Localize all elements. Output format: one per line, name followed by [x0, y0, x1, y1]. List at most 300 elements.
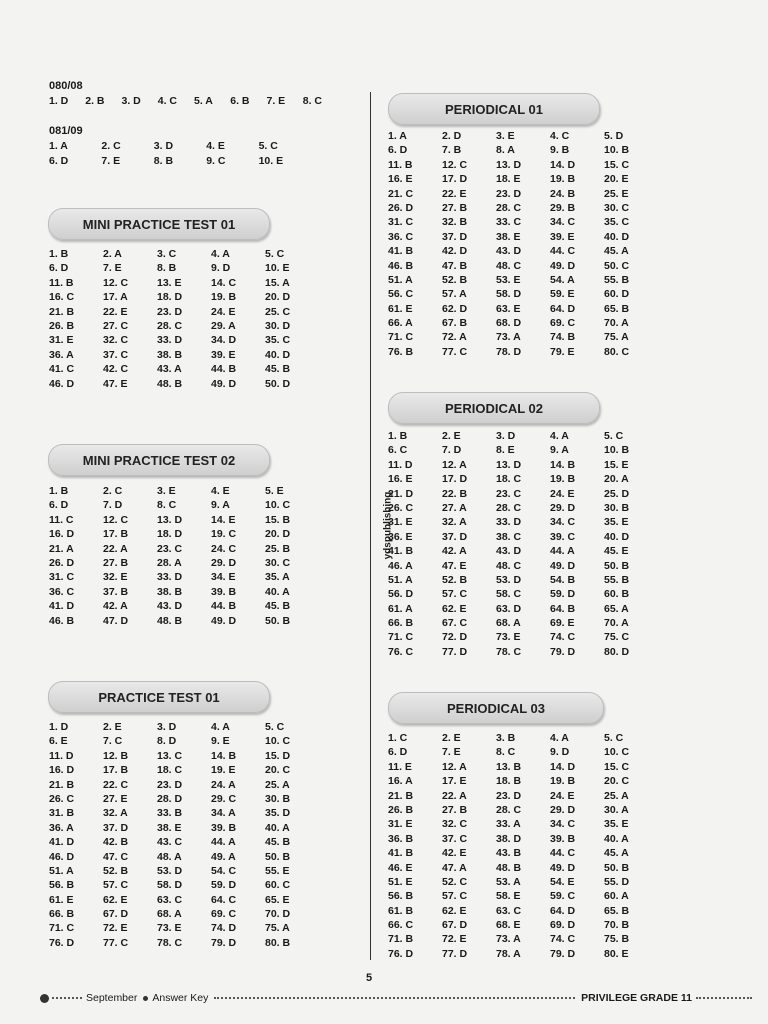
answer-cell: 13. C — [157, 749, 183, 762]
answer-cell: 17. B — [103, 764, 129, 777]
answer-cell: 46. A — [388, 559, 413, 572]
answer-cell: 14. E — [211, 513, 236, 526]
answer-grid — [49, 95, 339, 107]
answer-cell: 10. E — [258, 155, 284, 167]
mini-practice-test-01-answers — [49, 248, 319, 390]
answer-cell: 68. A — [496, 617, 521, 630]
answer-cell: 14. B — [211, 749, 237, 762]
answer-cell: 2. E — [442, 430, 461, 442]
answer-cell: 45. A — [604, 847, 629, 860]
answer-cell: 2. B — [85, 95, 105, 107]
answer-cell: 33. C — [496, 216, 522, 229]
answer-cell: 22. E — [442, 187, 467, 200]
section-title: 081/09 — [49, 125, 83, 137]
answer-cell: 61. B — [388, 904, 414, 917]
answer-cell: 31. B — [49, 807, 75, 820]
answer-cell: 40. D — [265, 348, 291, 361]
answer-cell: 75. C — [604, 631, 630, 644]
answer-cell: 2. C — [103, 485, 123, 497]
answer-cell: 6. D — [49, 499, 69, 512]
answer-cell: 9. C — [206, 155, 226, 167]
answer-cell: 53. D — [157, 864, 183, 877]
answer-cell: 18. C — [496, 473, 522, 486]
answer-cell: 3. C — [157, 248, 177, 260]
answer-cell: 35. C — [604, 216, 630, 229]
section-081-09 — [49, 125, 311, 167]
answer-cell: 12. A — [442, 760, 467, 773]
answer-cell: 44. C — [550, 847, 576, 860]
answer-cell: 40. D — [604, 230, 630, 243]
answer-cell: 44. B — [211, 600, 237, 613]
answer-cell: 32. E — [103, 571, 128, 584]
answer-cell: 19. B — [211, 291, 237, 304]
answer-cell: 21. C — [388, 187, 414, 200]
answer-cell: 67. D — [442, 919, 468, 932]
answer-cell: 11. B — [49, 276, 74, 289]
answer-cell: 66. C — [388, 919, 414, 932]
answer-cell: 78. A — [496, 947, 521, 960]
answer-cell: 12. B — [103, 749, 129, 762]
answer-cell: 39. B — [211, 821, 237, 834]
answer-cell: 9. B — [550, 144, 570, 157]
answer-cell: 13. B — [496, 760, 522, 773]
footer — [40, 990, 752, 1006]
answer-cell: 25. B — [265, 542, 291, 555]
answer-cell: 12. A — [442, 458, 467, 471]
answer-cell: 18. D — [157, 291, 183, 304]
answer-cell: 23. C — [496, 487, 522, 500]
answer-cell: 18. E — [496, 173, 521, 186]
answer-cell: 38. C — [496, 530, 522, 543]
answer-cell: 77. D — [442, 645, 468, 658]
answer-cell: 1. A — [49, 140, 68, 152]
answer-cell: 65. B — [604, 904, 630, 917]
answer-cell: 50. B — [604, 559, 630, 572]
answer-cell: 15. C — [604, 760, 630, 773]
answer-cell: 51. A — [388, 273, 413, 286]
answer-cell: 3. B — [496, 732, 516, 744]
answer-cell: 7. C — [103, 735, 123, 748]
answer-cell: 66. B — [388, 617, 414, 630]
answer-cell: 68. D — [496, 317, 522, 330]
periodical-01-banner — [388, 93, 600, 125]
answer-cell: 69. C — [211, 908, 237, 921]
answer-cell: 45. A — [604, 245, 629, 258]
periodical-03-answers — [388, 732, 658, 960]
answer-cell: 34. C — [550, 516, 576, 529]
answer-cell: 10. B — [604, 144, 630, 157]
answer-cell: 46. B — [388, 259, 414, 272]
answer-cell: 43. C — [157, 836, 183, 849]
section-title: 080/08 — [49, 80, 83, 92]
answer-cell: 12. C — [103, 276, 129, 289]
answer-cell: 71. C — [49, 922, 75, 935]
answer-cell: 42. A — [103, 600, 128, 613]
answer-cell: 12. C — [442, 158, 468, 171]
answer-cell: 8. E — [496, 444, 515, 457]
answer-cell: 4. A — [550, 732, 569, 744]
answer-cell: 16. D — [49, 528, 75, 541]
answer-cell: 17. D — [442, 473, 468, 486]
answer-cell: 26. B — [49, 319, 75, 332]
answer-grid — [388, 430, 658, 658]
answer-cell: 66. A — [388, 317, 413, 330]
answer-cell: 37. D — [442, 530, 468, 543]
answer-cell: 34. D — [211, 334, 237, 347]
answer-cell: 39. B — [211, 585, 237, 598]
answer-cell: 4. A — [211, 248, 230, 260]
answer-cell: 24. B — [550, 187, 576, 200]
answer-cell: 45. B — [265, 836, 291, 849]
answer-cell: 44. A — [550, 545, 575, 558]
answer-cell: 52. B — [442, 573, 468, 586]
answer-cell: 29. A — [211, 319, 236, 332]
answer-cell: 24. A — [211, 778, 236, 791]
answer-cell: 20. E — [604, 173, 629, 186]
answer-cell: 1. D — [49, 721, 69, 733]
answer-cell: 58. D — [496, 288, 522, 301]
answer-cell: 42. C — [103, 363, 129, 376]
answer-cell: 37. C — [442, 832, 468, 845]
answer-cell: 51. A — [49, 864, 74, 877]
answer-cell: 32. A — [442, 516, 467, 529]
answer-cell: 80. B — [265, 936, 291, 949]
answer-grid — [49, 140, 311, 167]
answer-cell: 5. C — [265, 248, 285, 260]
answer-cell: 72. E — [442, 933, 467, 946]
answer-cell: 69. C — [550, 317, 576, 330]
answer-cell: 24. E — [550, 789, 575, 802]
answer-cell: 7. E — [266, 95, 286, 107]
answer-cell: 5. C — [265, 721, 285, 733]
answer-cell: 31. E — [49, 334, 74, 347]
answer-cell: 46. B — [49, 614, 75, 627]
answer-cell: 65. A — [604, 602, 629, 615]
answer-cell: 44. C — [550, 245, 576, 258]
periodical-02-banner — [388, 392, 600, 424]
answer-cell: 48. A — [157, 850, 182, 863]
answer-cell: 76. C — [388, 645, 414, 658]
answer-cell: 67. B — [442, 317, 468, 330]
answer-cell: 8. C — [496, 746, 516, 759]
answer-cell: 10. C — [604, 746, 630, 759]
answer-cell: 30. C — [265, 556, 291, 569]
banner-title: PERIODICAL 01 — [444, 101, 543, 117]
answer-cell: 6. C — [388, 444, 408, 457]
answer-cell: 76. D — [388, 947, 414, 960]
answer-cell: 66. B — [49, 908, 75, 921]
answer-cell: 5. E — [265, 485, 284, 497]
answer-cell: 61. E — [49, 893, 74, 906]
answer-cell: 5. C — [604, 430, 624, 442]
answer-cell: 70. B — [604, 919, 630, 932]
answer-cell: 13. D — [157, 513, 183, 526]
answer-cell: 48. B — [157, 614, 183, 627]
answer-cell: 50. B — [265, 614, 291, 627]
answer-cell: 4. C — [157, 95, 178, 107]
answer-cell: 11. E — [388, 760, 412, 773]
answer-cell: 1. D — [49, 95, 69, 107]
answer-cell: 35. A — [265, 571, 290, 584]
answer-cell: 5. D — [604, 130, 624, 142]
answer-cell: 39. C — [550, 530, 576, 543]
answer-cell: 7. D — [442, 444, 462, 457]
answer-cell: 8. B — [153, 155, 174, 167]
answer-cell: 67. D — [103, 908, 129, 921]
answer-cell: 72. E — [103, 922, 128, 935]
answer-cell: 80. C — [604, 345, 630, 358]
answer-cell: 8. D — [157, 735, 177, 748]
answer-cell: 22. A — [103, 542, 128, 555]
answer-cell: 58. D — [157, 879, 183, 892]
answer-cell: 7. E — [101, 155, 121, 167]
answer-cell: 54. A — [550, 273, 575, 286]
answer-cell: 22. C — [103, 778, 129, 791]
answer-cell: 13. D — [496, 458, 522, 471]
answer-cell: 10. C — [265, 735, 291, 748]
answer-cell: 47. E — [442, 559, 467, 572]
answer-cell: 8. C — [302, 95, 323, 107]
answer-cell: 20. D — [265, 528, 291, 541]
answer-cell: 74. C — [550, 631, 576, 644]
answer-cell: 65. B — [604, 302, 630, 315]
answer-cell: 54. C — [211, 864, 237, 877]
answer-cell: 56. B — [49, 879, 75, 892]
answer-cell: 26. C — [388, 501, 414, 514]
answer-cell: 39. E — [211, 348, 236, 361]
answer-cell: 79. D — [211, 936, 237, 949]
answer-cell: 34. A — [211, 807, 236, 820]
answer-grid — [388, 732, 658, 960]
mini-practice-test-02-banner — [48, 444, 270, 476]
answer-cell: 17. E — [442, 775, 467, 788]
answer-cell: 8. A — [496, 144, 515, 157]
publisher-vertical-text: ydspublishing — [382, 491, 394, 560]
answer-cell: 28. A — [157, 556, 182, 569]
answer-cell: 73. E — [157, 922, 182, 935]
answer-cell: 2. E — [442, 732, 461, 744]
answer-cell: 61. E — [388, 302, 413, 315]
answer-cell: 50. D — [265, 377, 291, 390]
answer-cell: 11. D — [388, 458, 413, 471]
answer-cell: 54. E — [550, 875, 575, 888]
answer-cell: 56. C — [388, 288, 414, 301]
answer-cell: 64. D — [550, 302, 576, 315]
footer-month: September — [86, 992, 138, 1004]
answer-cell: 77. C — [442, 345, 468, 358]
answer-cell: 53. E — [496, 273, 521, 286]
answer-cell: 3. D — [157, 721, 177, 733]
answer-cell: 25. E — [604, 187, 629, 200]
answer-cell: 4. C — [550, 130, 570, 142]
answer-cell: 50. C — [604, 259, 630, 272]
answer-cell: 9. A — [550, 444, 569, 457]
answer-cell: 15. E — [604, 458, 629, 471]
answer-cell: 27. A — [442, 501, 467, 514]
answer-cell: 28. C — [496, 501, 522, 514]
answer-cell: 76. B — [388, 345, 414, 358]
answer-cell: 6. E — [49, 735, 68, 748]
answer-cell: 40. A — [265, 585, 290, 598]
answer-cell: 16. E — [388, 473, 413, 486]
answer-cell: 74. C — [550, 933, 576, 946]
answer-cell: 7. E — [103, 262, 122, 275]
answer-cell: 19. B — [550, 473, 576, 486]
answer-cell: 72. D — [442, 631, 468, 644]
answer-cell: 59. D — [211, 879, 237, 892]
answer-cell: 5. C — [258, 140, 278, 152]
answer-cell: 68. E — [496, 919, 521, 932]
answer-cell: 33. D — [157, 571, 183, 584]
answer-cell: 35. E — [604, 516, 629, 529]
answer-cell: 77. D — [442, 947, 468, 960]
answer-cell: 38. B — [157, 348, 183, 361]
answer-cell: 5. A — [194, 95, 213, 107]
answer-cell: 3. E — [157, 485, 176, 497]
answer-cell: 67. C — [442, 617, 468, 630]
answer-cell: 13. E — [157, 276, 182, 289]
answer-cell: 30. B — [265, 792, 291, 805]
answer-cell: 64. D — [550, 904, 576, 917]
answer-cell: 4. E — [206, 140, 225, 152]
answer-cell: 24. E — [550, 487, 575, 500]
answer-cell: 45. B — [265, 600, 291, 613]
answer-cell: 49. D — [211, 614, 237, 627]
answer-cell: 33. A — [496, 818, 521, 831]
answer-cell: 17. B — [103, 528, 129, 541]
answer-cell: 26. D — [49, 556, 75, 569]
answer-cell: 21. D — [388, 487, 414, 500]
answer-cell: 36. C — [388, 230, 414, 243]
answer-cell: 60. A — [604, 890, 629, 903]
answer-cell: 16. C — [49, 291, 75, 304]
answer-cell: 57. A — [442, 288, 467, 301]
answer-cell: 48. C — [496, 259, 522, 272]
answer-cell: 43. D — [496, 245, 522, 258]
answer-cell: 47. B — [442, 259, 468, 272]
answer-cell: 73. E — [496, 631, 521, 644]
answer-cell: 7. B — [442, 144, 462, 157]
footer-dotted-leader — [52, 997, 82, 999]
answer-cell: 71. C — [388, 331, 414, 344]
answer-cell: 6. D — [49, 155, 69, 167]
answer-cell: 32. B — [442, 216, 468, 229]
answer-cell: 8. C — [157, 499, 177, 512]
answer-cell: 29. D — [550, 803, 576, 816]
banner-title: MINI PRACTICE TEST 01 — [82, 216, 236, 232]
answer-cell: 43. D — [496, 545, 522, 558]
footer-separator-icon — [143, 996, 148, 1001]
answer-cell: 70. A — [604, 317, 629, 330]
answer-cell: 23. D — [496, 789, 522, 802]
answer-cell: 4. A — [211, 721, 230, 733]
answer-cell: 55. E — [265, 864, 290, 877]
answer-cell: 26. D — [388, 201, 414, 214]
answer-cell: 16. A — [388, 775, 413, 788]
answer-cell: 72. A — [442, 331, 467, 344]
answer-cell: 27. B — [442, 201, 468, 214]
answer-cell: 75. B — [604, 933, 630, 946]
periodical-01-answers — [388, 130, 658, 358]
answer-cell: 65. E — [265, 893, 290, 906]
page-number: 5 — [366, 972, 373, 984]
answer-cell: 1. C — [388, 732, 408, 744]
mini-practice-test-01-banner — [48, 208, 270, 240]
answer-cell: 18. B — [496, 775, 522, 788]
answer-cell: 47. D — [103, 614, 129, 627]
answer-cell: 41. B — [388, 245, 414, 258]
answer-cell: 17. A — [103, 291, 128, 304]
answer-cell: 41. D — [49, 836, 75, 849]
footer-book-title: PRIVILEGE GRADE 11 — [581, 992, 692, 1004]
answer-cell: 29. D — [211, 556, 237, 569]
answer-cell: 54. B — [550, 573, 576, 586]
answer-cell: 52. C — [442, 875, 468, 888]
answer-cell: 30. C — [604, 201, 630, 214]
answer-cell: 38. D — [496, 832, 522, 845]
answer-cell: 60. B — [604, 588, 630, 601]
answer-cell: 11. D — [49, 749, 74, 762]
answer-cell: 7. E — [442, 746, 461, 759]
answer-cell: 57. C — [442, 588, 468, 601]
answer-cell: 62. E — [103, 893, 128, 906]
answer-cell: 49. D — [550, 559, 576, 572]
answer-cell: 46. D — [49, 377, 75, 390]
answer-cell: 22. A — [442, 789, 467, 802]
answer-cell: 13. D — [496, 158, 522, 171]
answer-cell: 19. C — [211, 528, 237, 541]
answer-cell: 9. E — [211, 735, 230, 748]
answer-cell: 40. D — [604, 530, 630, 543]
answer-cell: 33. D — [496, 516, 522, 529]
answer-cell: 5. C — [604, 732, 624, 744]
answer-cell: 27. B — [103, 556, 129, 569]
answer-cell: 79. D — [550, 947, 576, 960]
answer-cell: 69. E — [550, 617, 575, 630]
answer-cell: 22. B — [442, 487, 468, 500]
answer-cell: 36. A — [49, 348, 74, 361]
answer-cell: 52. B — [442, 273, 468, 286]
answer-cell: 38. B — [157, 585, 183, 598]
answer-cell: 75. A — [265, 922, 290, 935]
answer-cell: 52. B — [103, 864, 129, 877]
answer-cell: 35. C — [265, 334, 291, 347]
answer-cell: 33. B — [157, 807, 183, 820]
section-080-08 — [49, 80, 339, 107]
answer-cell: 12. C — [103, 513, 129, 526]
answer-cell: 56. D — [388, 588, 414, 601]
answer-cell: 80. E — [604, 947, 629, 960]
answer-cell: 32. C — [103, 334, 129, 347]
answer-cell: 22. E — [103, 305, 128, 318]
answer-cell: 15. B — [265, 513, 291, 526]
answer-cell: 16. E — [388, 173, 413, 186]
answer-cell: 23. D — [157, 305, 183, 318]
answer-cell: 32. C — [442, 818, 468, 831]
answer-cell: 42. A — [442, 545, 467, 558]
answer-cell: 71. C — [388, 631, 414, 644]
answer-cell: 36. A — [49, 821, 74, 834]
column-divider — [370, 92, 371, 960]
answer-cell: 61. A — [388, 602, 413, 615]
periodical-03-banner — [388, 692, 604, 724]
answer-cell: 62. E — [442, 904, 467, 917]
answer-cell: 28. C — [157, 319, 183, 332]
answer-cell: 26. C — [49, 792, 75, 805]
answer-cell: 23. C — [157, 542, 183, 555]
answer-cell: 49. D — [550, 259, 576, 272]
answer-cell: 21. B — [388, 789, 414, 802]
